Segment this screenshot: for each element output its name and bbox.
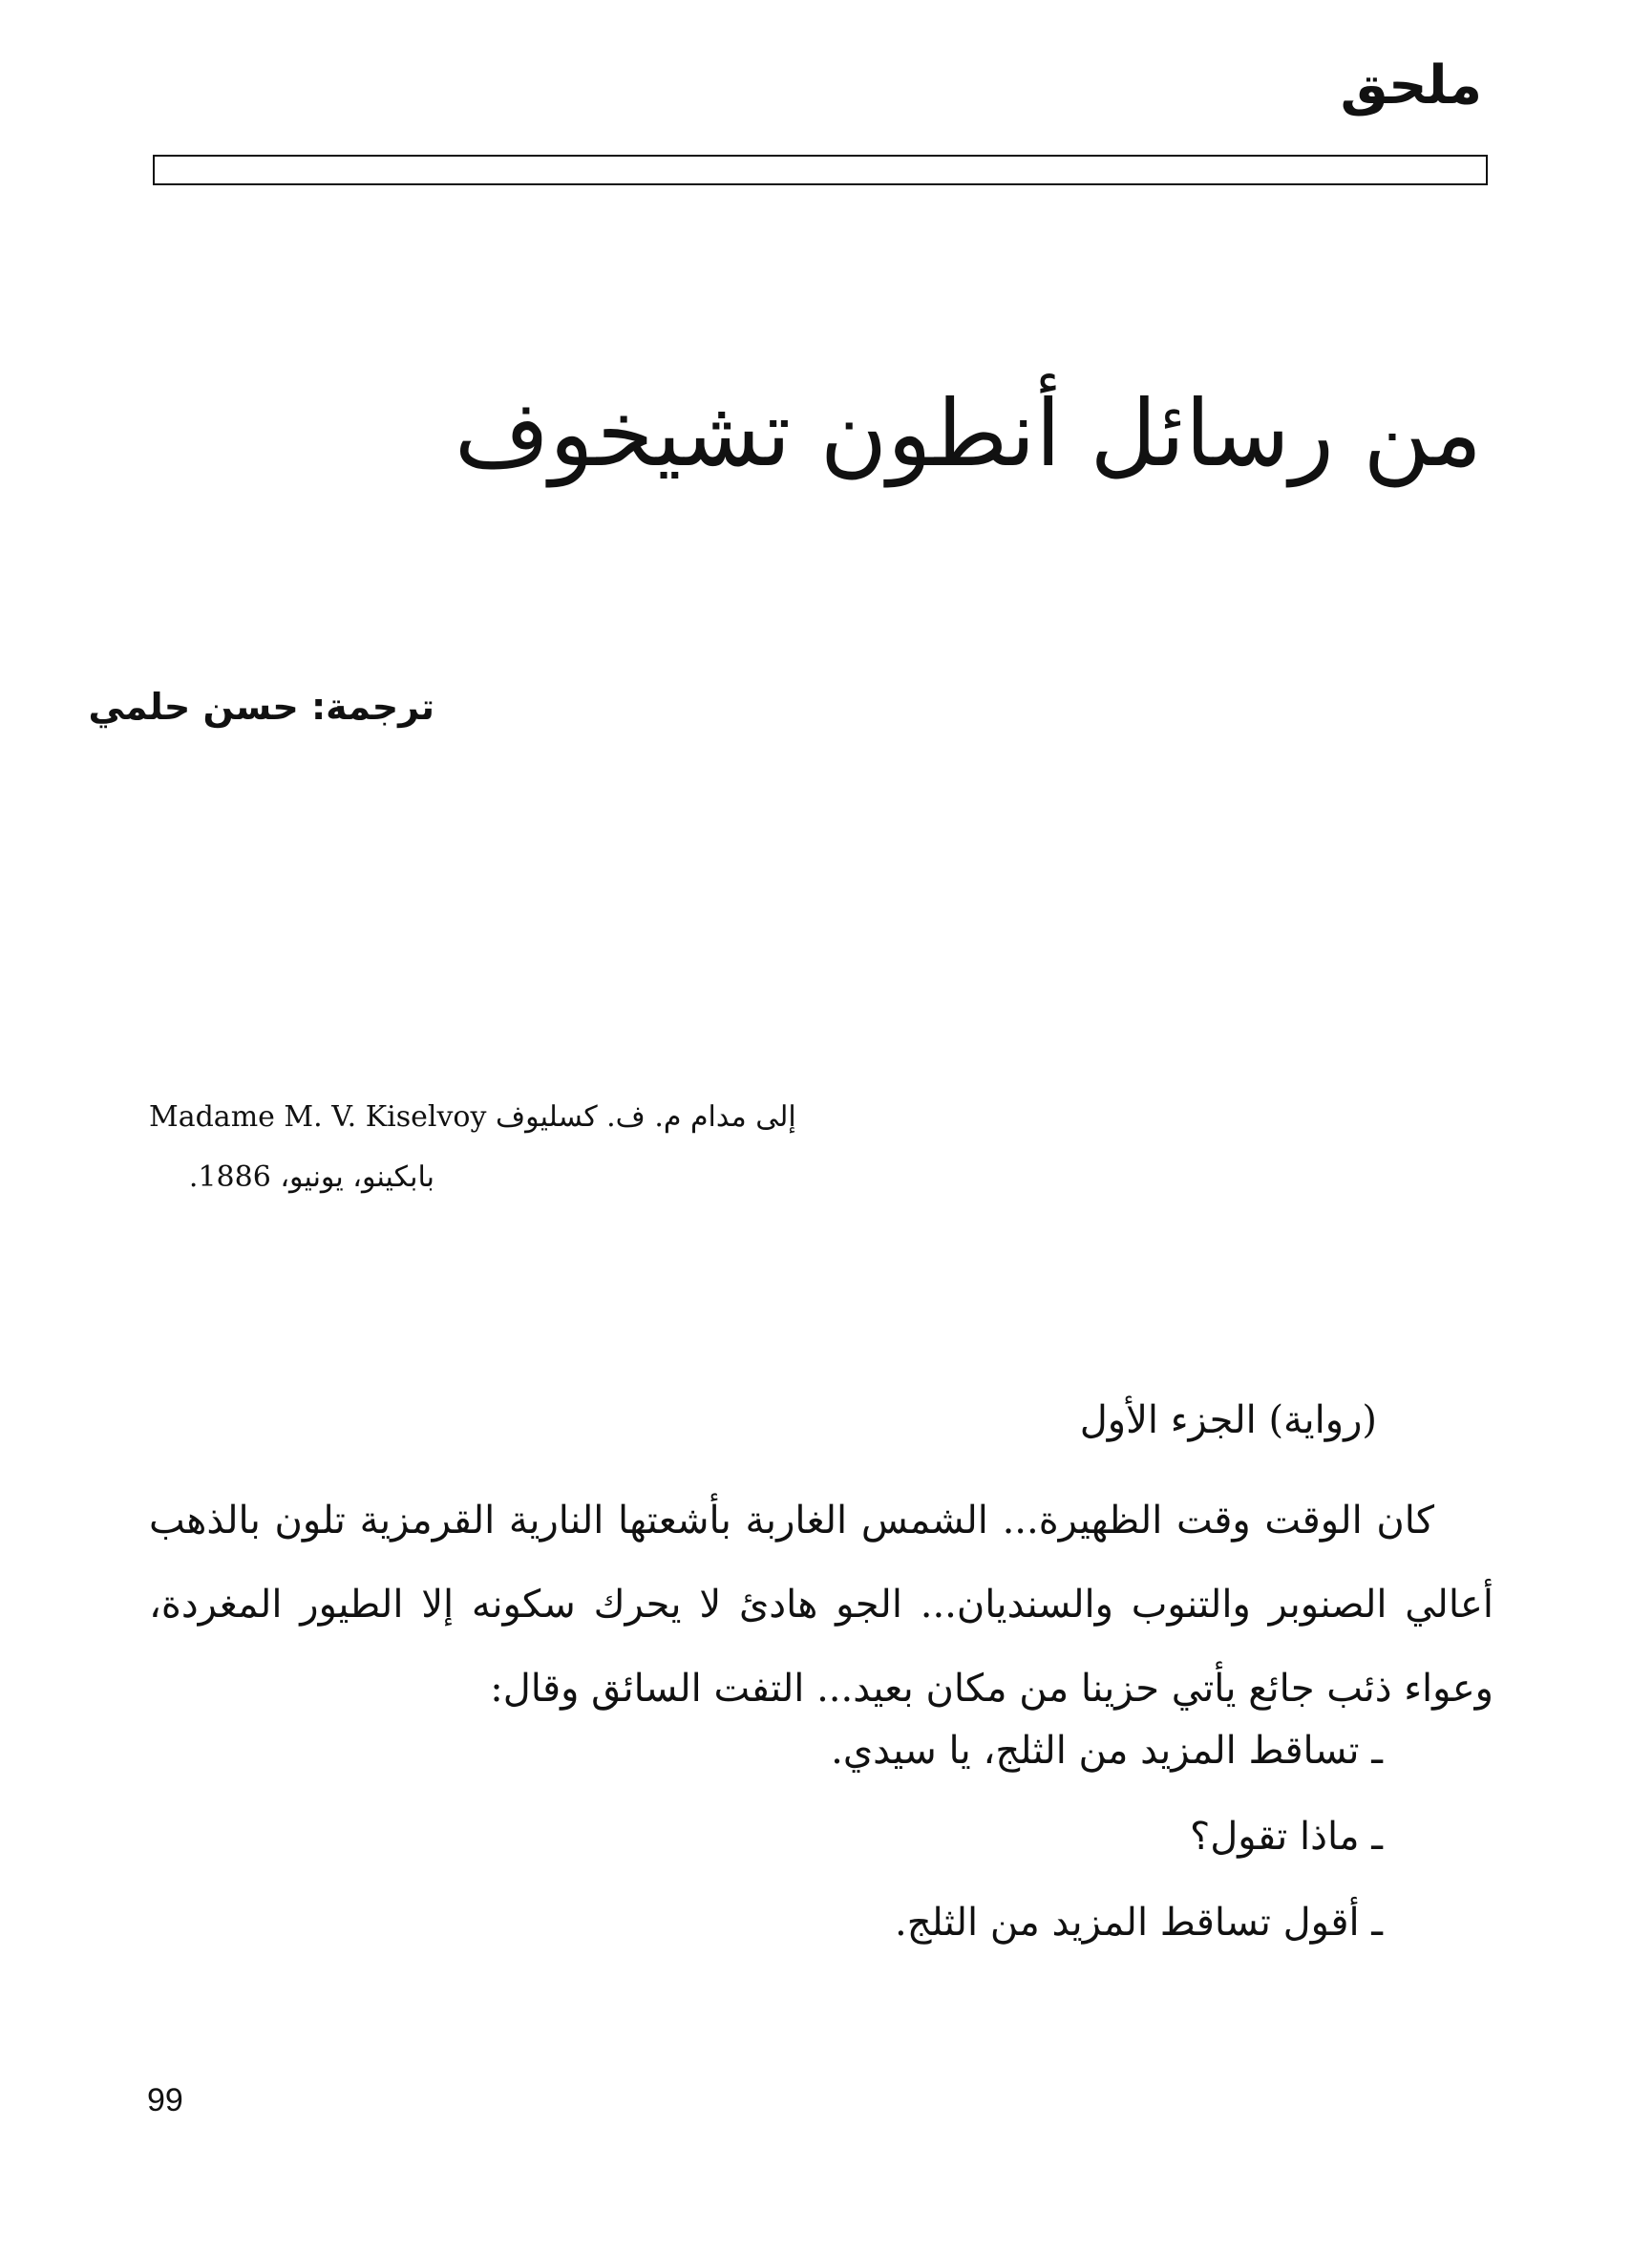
dialogue-line: ـ أقول تساقط المزيد من الثلج.: [895, 1901, 1383, 1945]
section-label: ملحق: [1340, 54, 1482, 117]
translator-credit: ترجمة: حسن حلمي: [88, 686, 434, 728]
dedication-place-date: بابكينو، يونيو، 1886.: [188, 1160, 434, 1194]
dialogue-line: ـ تساقط المزيد من الثلج، يا سيدي.: [831, 1729, 1383, 1773]
chapter-title: من رسائل أنطون تشيخوف: [454, 380, 1482, 487]
dedication: [149, 1100, 796, 1134]
dialogue-line: ـ ماذا تقول؟: [1189, 1815, 1383, 1859]
part-heading: (رواية) الجزء الأول: [1079, 1398, 1377, 1442]
page-number: 99: [147, 2082, 183, 2118]
dedication-latin-name: Madame M. V. Kiselvoy: [149, 1100, 487, 1134]
body-paragraph: كان الوقت وقت الظهيرة... الشمس الغاربة بأشعتها النارية القرمزية تلون بالذهب أعالي الصنوبر والتنوب والسنديان... الجو هادئ لا يحرك سكونه إلا الطيور المغردة، وعواء ذئب جائع يأتي حزينا من مكان بعيد... التفت السائق وقال:: [149, 1499, 1493, 1711]
header-rule: [153, 155, 1488, 185]
dedication-arabic: إلى مدام م. ف. كسليوف: [495, 1100, 796, 1134]
